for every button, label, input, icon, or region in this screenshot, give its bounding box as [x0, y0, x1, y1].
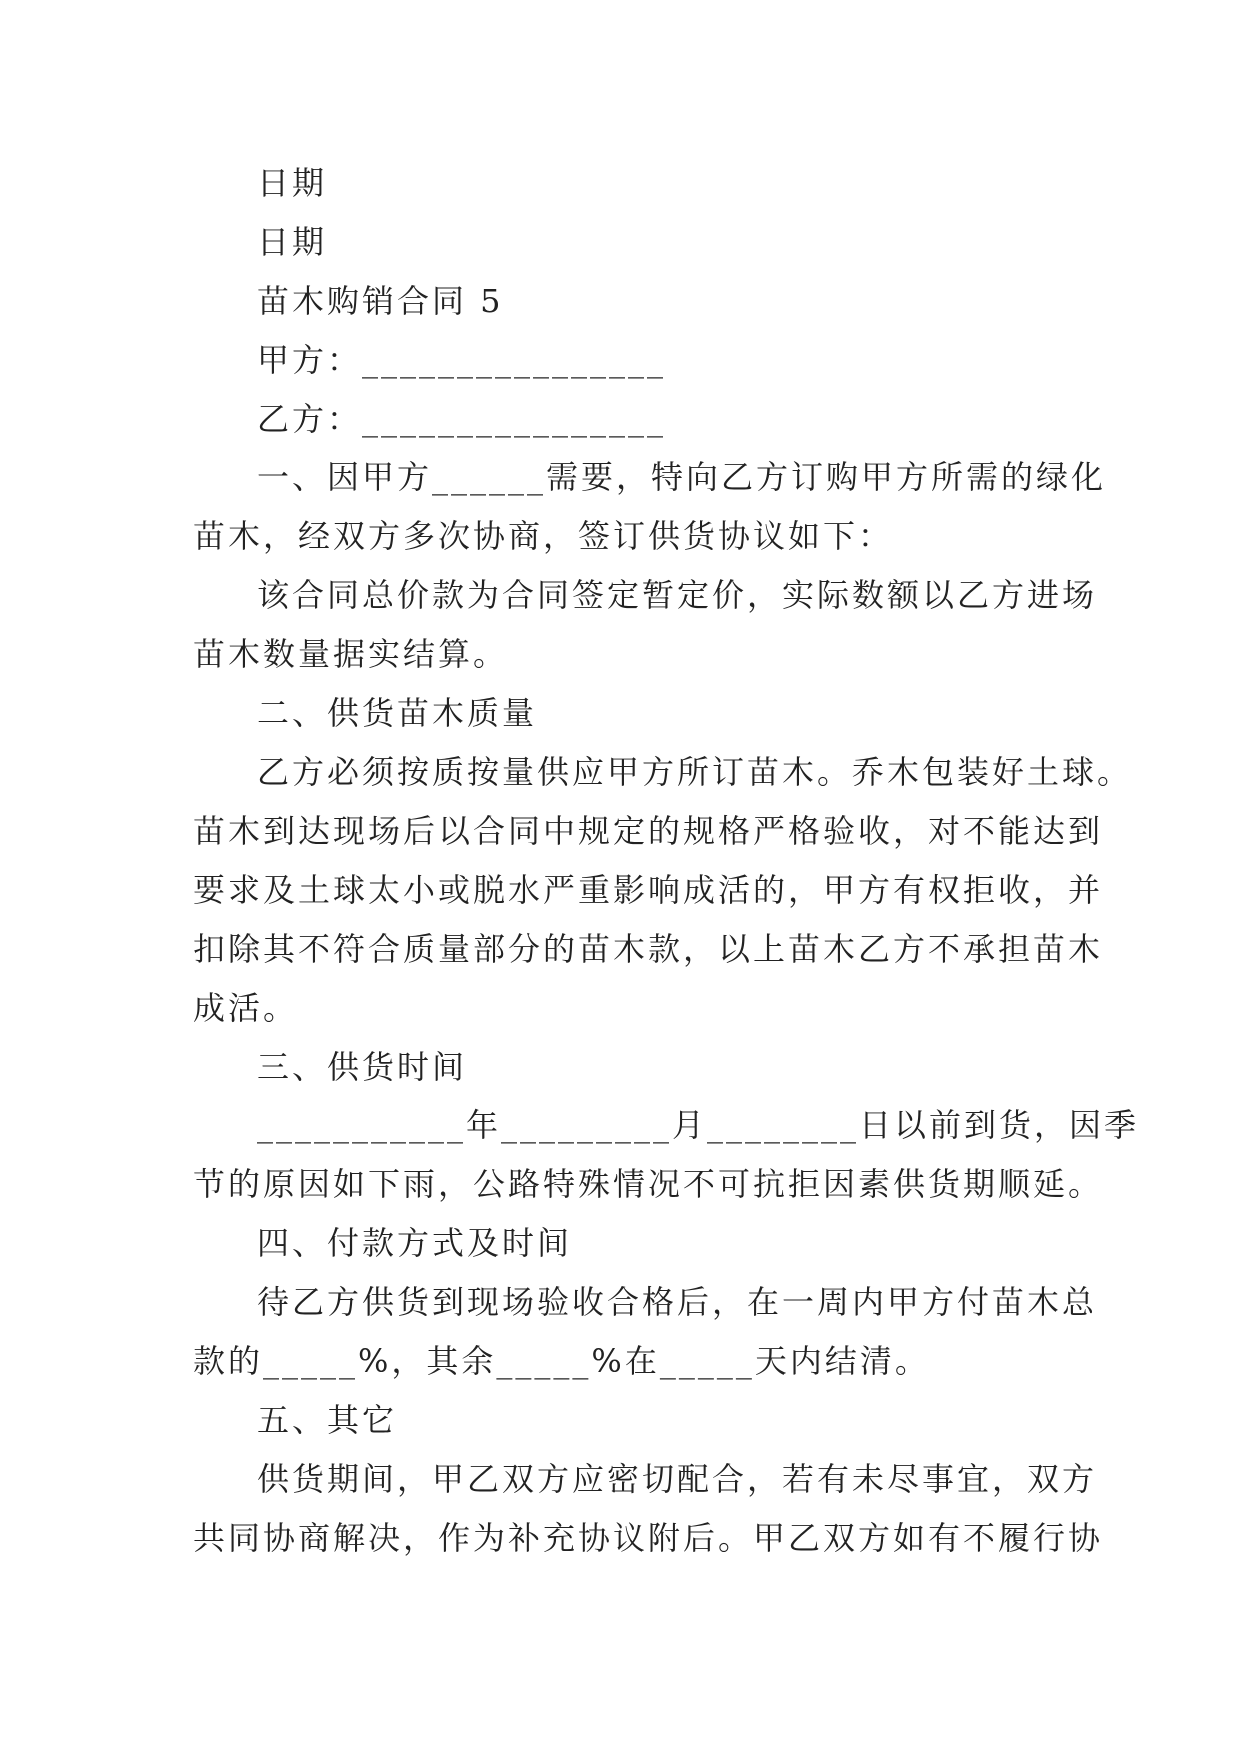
- delivery-line-1: ___________年_________月________日以前到货，因季: [257, 1106, 1140, 1144]
- clause-1-price-line-1: 该合同总价款为合同签定暂定价，实际数额以乙方进场: [257, 576, 1098, 614]
- clause-1-line-1: 一、因甲方______需要，特向乙方订购甲方所需的绿化: [257, 458, 1107, 496]
- section-heading-quality: 二、供货苗木质量: [257, 694, 538, 732]
- clause-1-line-2: 苗木，经双方多次协商，签订供货协议如下：: [193, 517, 894, 555]
- other-line-1: 供货期间，甲乙双方应密切配合，若有未尽事宜，双方: [257, 1460, 1098, 1498]
- section-heading-delivery-time: 三、供货时间: [257, 1048, 468, 1086]
- party-a-line: 甲方：________________: [257, 341, 667, 379]
- quality-line-1: 乙方必须按质按量供应甲方所订苗木。乔木包装好土球。: [257, 753, 1133, 791]
- quality-line-5: 成活。: [193, 989, 299, 1027]
- date-line-2: 日期: [257, 223, 328, 261]
- other-line-2: 共同协商解决，作为补充协议附后。甲乙双方如有不履行协: [193, 1519, 1104, 1557]
- payment-line-2: 款的_____%，其余_____%在_____天内结清。: [193, 1342, 930, 1380]
- section-heading-payment: 四、付款方式及时间: [257, 1224, 573, 1262]
- party-b-line: 乙方：________________: [257, 400, 667, 438]
- date-line-1: 日期: [257, 164, 328, 202]
- clause-1-price-line-2: 苗木数量据实结算。: [193, 635, 509, 673]
- payment-line-1: 待乙方供货到现场验收合格后，在一周内甲方付苗木总: [257, 1283, 1098, 1321]
- delivery-line-2: 节的原因如下雨，公路特殊情况不可抗拒因素供货期顺延。: [193, 1165, 1104, 1203]
- quality-line-2: 苗木到达现场后以合同中规定的规格严格验收，对不能达到: [193, 812, 1104, 850]
- contract-title: 苗木购销合同 5: [257, 282, 504, 320]
- quality-line-4: 扣除其不符合质量部分的苗木款，以上苗木乙方不承担苗木: [193, 930, 1104, 968]
- section-heading-other: 五、其它: [257, 1401, 398, 1439]
- quality-line-3: 要求及土球太小或脱水严重影响成活的，甲方有权拒收，并: [193, 871, 1104, 909]
